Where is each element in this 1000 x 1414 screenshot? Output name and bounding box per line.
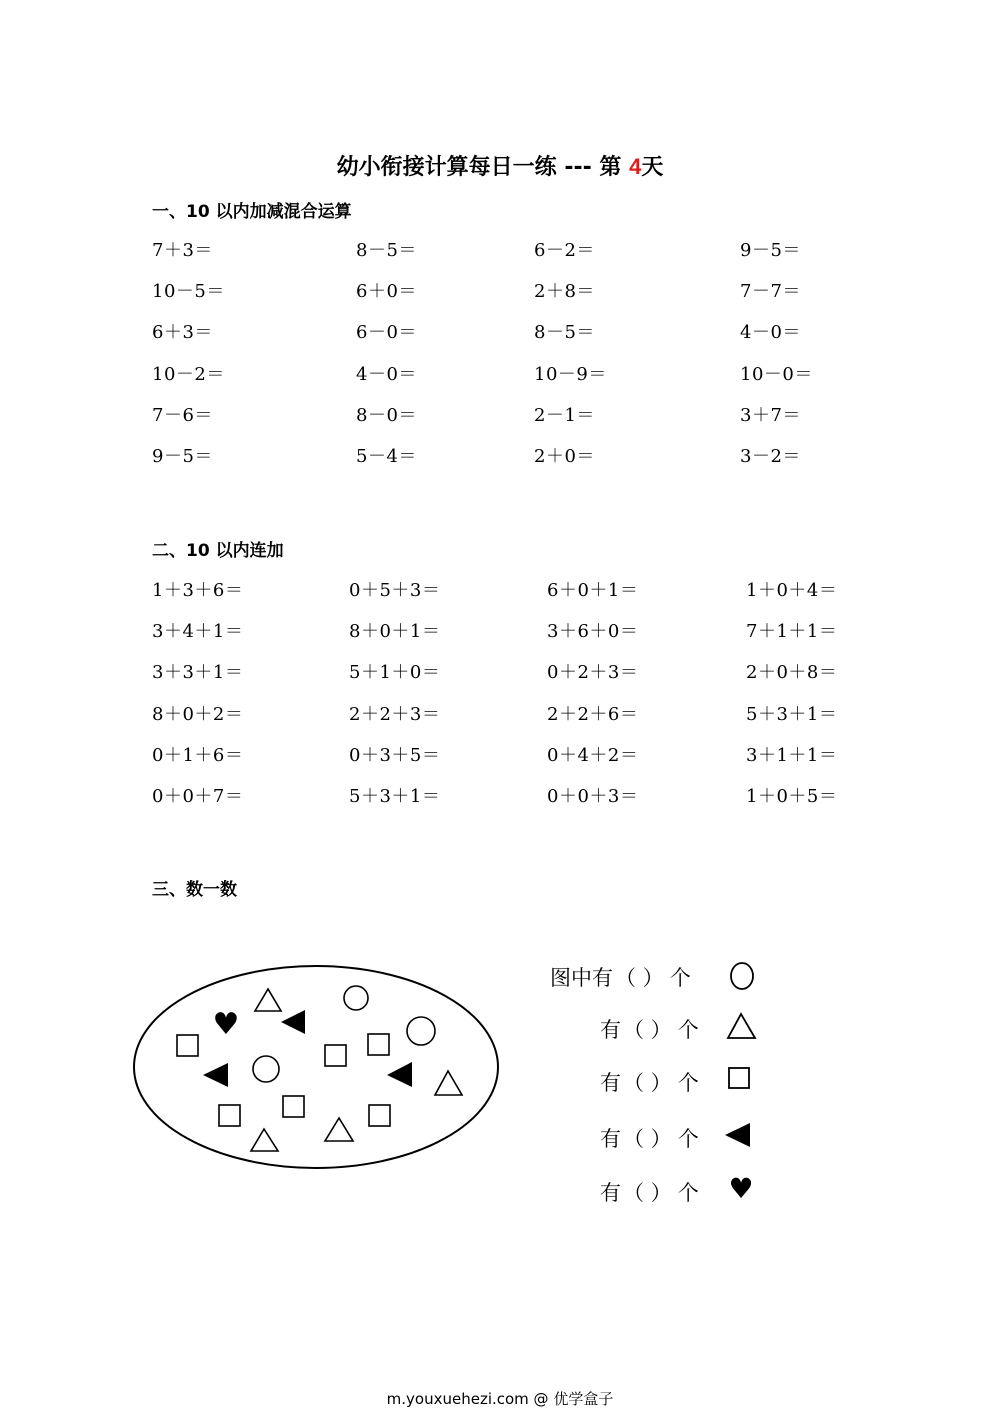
question-prefix: 有 [600,1071,621,1095]
problem: 5－4＝ [356,445,417,467]
problem: 6＋0＋1＝ [547,580,639,601]
circle-shape [253,1056,279,1082]
question-unit: 个 [669,966,691,990]
answer-blank[interactable]: （ ） [623,1181,672,1205]
legend-heart-icon: ♥ [728,1172,754,1205]
problem: 2＋8＝ [534,281,595,303]
question-prefix: 图中有 [550,966,613,990]
problem: 6＋3＝ [152,322,213,344]
triangle-shape [325,1118,353,1141]
question-prefix: 有 [600,1018,621,1042]
answer-blank[interactable]: （ ） [615,966,664,990]
problem: 3＋6＋0＝ [547,621,639,643]
ellipse-outline [134,966,498,1168]
problem: 6－2＝ [534,240,595,261]
left-arrow-shape [203,1063,228,1087]
problem: 1＋3＋6＝ [152,580,244,601]
triangle-shape [255,989,281,1011]
legend-triangle-icon [728,1014,755,1038]
count-question-square [600,1067,699,1097]
problem: 6＋0＝ [356,281,417,303]
left-arrow-shape [281,1010,305,1034]
problem: 3＋4＋1＝ [152,621,244,643]
square-shape [283,1096,304,1117]
problem: 7－7＝ [740,281,801,303]
problem: 8－5＝ [356,240,417,261]
count-question-heart [600,1177,699,1207]
problem: 5＋1＋0＝ [349,662,441,684]
problem: 2＋0＝ [534,445,595,467]
problem: 8－0＝ [356,404,417,426]
problem: 5＋3＋1＝ [746,703,838,725]
legend-left-arrow-icon [725,1123,750,1147]
problem: 0＋3＋5＝ [349,744,441,766]
question-unit: 个 [677,1181,699,1205]
count-question-arrow [600,1123,699,1153]
problem: 0＋0＋3＝ [547,785,639,807]
problem: 3＋7＝ [740,404,801,426]
problem: 7＋1＋1＝ [746,621,838,643]
circle-shape [407,1017,435,1045]
problem: 9－5＝ [740,240,801,261]
footer-source: m.youxuehezi.com @ 优学盒子 [386,1390,614,1408]
heart-shape: ♥ [212,1007,240,1042]
triangle-shape [435,1071,462,1095]
square-shape [219,1105,240,1126]
title-day-number: 4 [629,154,642,179]
problem: 3－2＝ [740,445,801,467]
problem: 10－9＝ [534,363,607,385]
legend-square-icon [729,1068,749,1088]
square-shape [325,1045,346,1066]
square-shape [369,1105,390,1126]
answer-blank[interactable]: （ ） [623,1018,672,1042]
problem: 10－2＝ [152,363,225,385]
problem: 0＋1＋6＝ [152,744,244,766]
problem: 0＋5＋3＝ [349,580,441,601]
problem: 10－0＝ [740,363,813,385]
title-suffix: 天 [641,155,664,180]
problem: 0＋4＋2＝ [547,744,639,766]
problem: 5＋3＋1＝ [349,785,441,807]
section3-heading: 三、数一数 [152,880,237,900]
problem: 8＋0＋1＝ [349,621,441,643]
problem: 0＋2＋3＝ [547,662,639,684]
question-unit: 个 [677,1018,699,1042]
question-prefix: 有 [600,1181,621,1205]
square-shape [368,1034,389,1055]
left-arrow-shape [387,1062,412,1087]
title-main: 幼小衔接计算每日一练 --- 第 [336,155,622,180]
problem: 9－5＝ [152,445,213,467]
problem: 1＋0＋5＝ [746,785,838,807]
circle-shape [344,986,368,1010]
problem: 2＋0＋8＝ [746,662,838,684]
answer-blank[interactable]: （ ） [623,1071,672,1095]
problem: 3＋3＋1＝ [152,662,244,684]
count-question-triangle [600,1014,699,1044]
problem: 10－5＝ [152,281,225,303]
problem: 3＋1＋1＝ [746,744,838,766]
problem: 2＋2＋3＝ [349,703,441,725]
problem: 2－1＝ [534,404,595,426]
section2-heading: 二、10 以内连加 [152,541,284,561]
problem: 7－6＝ [152,404,213,426]
problem: 0＋0＋7＝ [152,785,244,807]
problem: 7＋3＝ [152,240,213,261]
problem: 4－0＝ [740,322,801,344]
problem: 2＋2＋6＝ [547,703,639,725]
question-unit: 个 [677,1071,699,1095]
section1-heading: 一、10 以内加减混合运算 [152,202,352,222]
problem: 1＋0＋4＝ [746,580,838,601]
legend-circle-icon [731,963,753,989]
problem: 8＋0＋2＝ [152,703,244,725]
square-shape [177,1035,198,1056]
triangle-shape [251,1129,278,1151]
answer-blank[interactable]: （ ） [623,1127,672,1151]
question-unit: 个 [677,1127,699,1151]
problem: 6－0＝ [356,322,417,344]
problem: 4－0＝ [356,363,417,385]
question-prefix: 有 [600,1127,621,1151]
problem: 8－5＝ [534,322,595,344]
count-question-circle [550,962,691,992]
